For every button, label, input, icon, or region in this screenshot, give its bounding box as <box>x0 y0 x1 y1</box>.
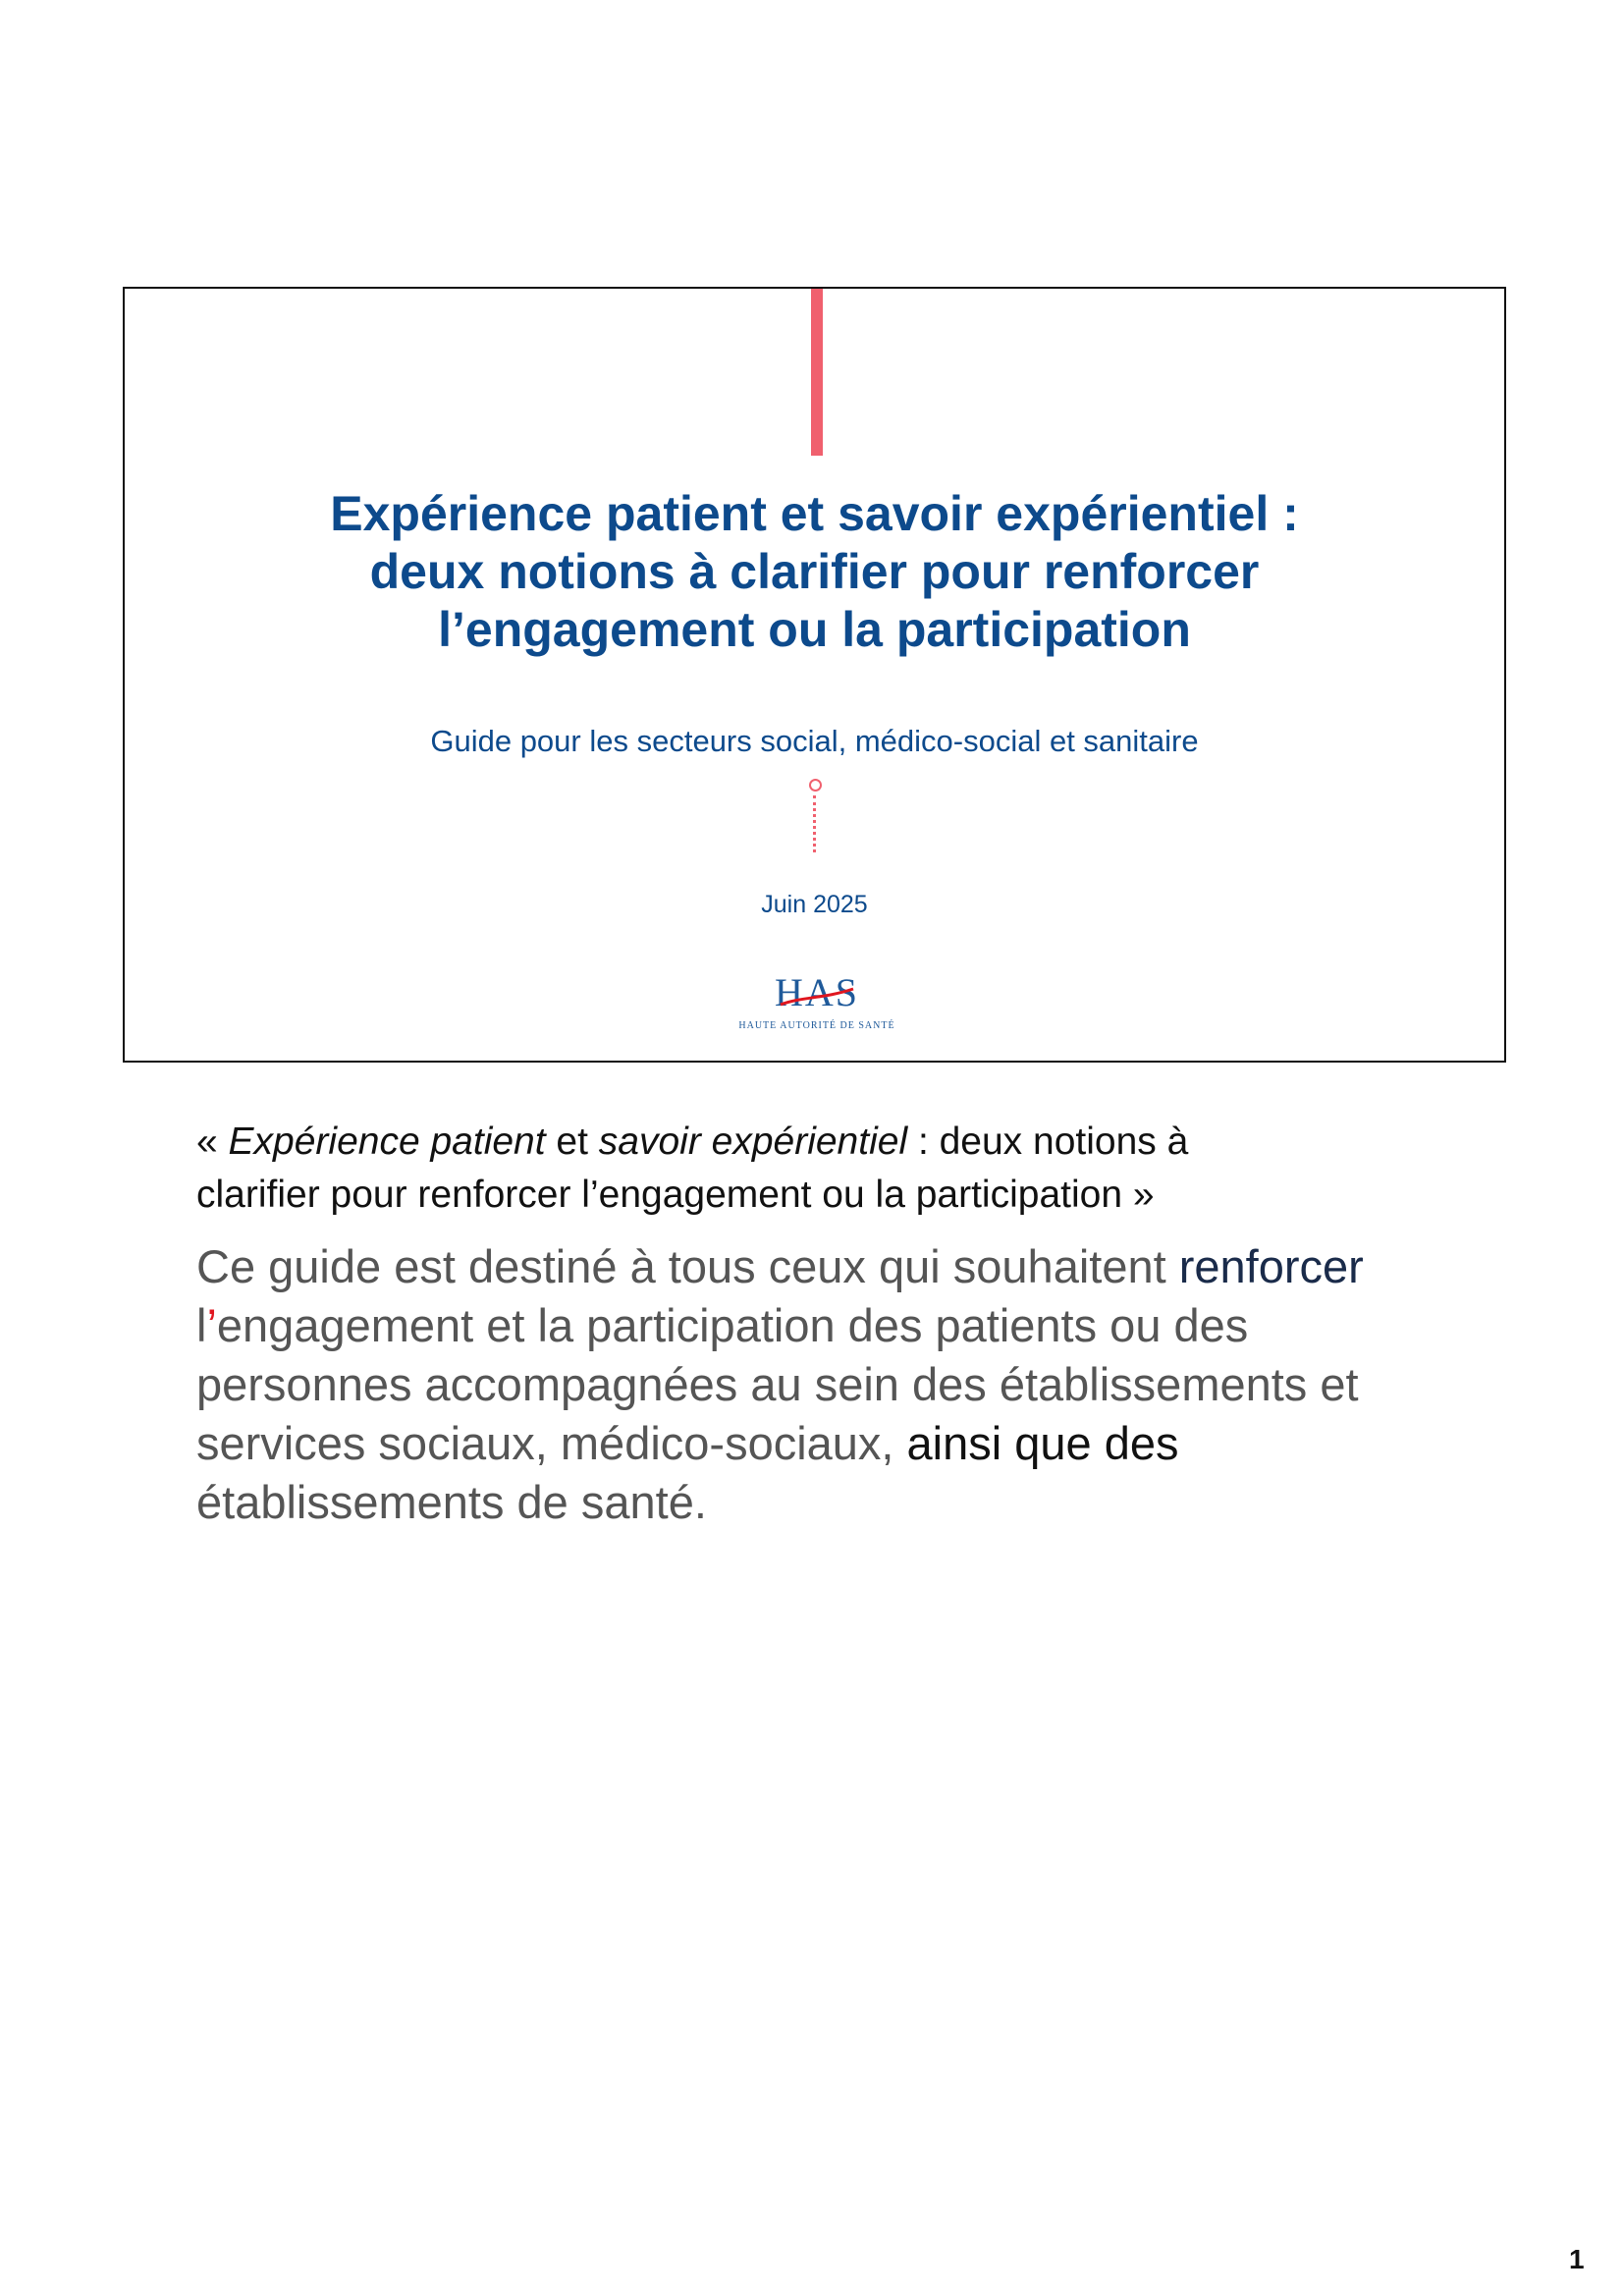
slide-date: Juin 2025 <box>761 891 868 918</box>
dotted-line-divider <box>813 795 816 852</box>
slide-subtitle: Guide pour les secteurs social, médico-social et sanitaire <box>430 724 1199 758</box>
has-logo <box>733 971 900 1040</box>
description-line <box>196 1296 1502 1355</box>
title-line: deux notions à clarifier pour renforcer <box>369 544 1260 599</box>
description-text: l <box>196 1299 207 1351</box>
page-number: 1 <box>1569 2244 1585 2274</box>
slide-title <box>125 485 1504 659</box>
quote-open: « <box>196 1121 229 1163</box>
quote-text: : deux notions à <box>907 1121 1189 1163</box>
description-text: ’ <box>206 1299 217 1351</box>
title-line: l’engagement ou la participation <box>438 602 1191 657</box>
description-line: établissements de santé. <box>196 1476 707 1528</box>
quote-term: savoir expérientiel <box>598 1121 908 1163</box>
logo-swoosh-icon <box>777 975 857 1014</box>
description-text: Ce guide est destiné à tous ceux qui souhaitent <box>196 1240 1179 1292</box>
description-text: ainsi que des <box>906 1417 1179 1469</box>
quote-line <box>196 1116 1473 1169</box>
logo-mark: HAS <box>774 970 860 1014</box>
document-title-quote <box>196 1116 1473 1222</box>
quote-term: Expérience patient <box>228 1121 546 1163</box>
guide-description <box>196 1237 1502 1532</box>
dot-ring-icon <box>809 779 822 792</box>
quote-line: clarifier pour renforcer l’engagement ou la participation » <box>196 1174 1155 1216</box>
description-line: personnes accompagnées au sein des établissements et <box>196 1358 1359 1410</box>
description-text: engagement et la participation des patients ou des <box>216 1299 1249 1351</box>
title-line: Expérience patient et savoir expérientiel : <box>330 486 1299 541</box>
description-line <box>196 1414 1502 1473</box>
logo-caption: HAUTE AUTORITÉ DE SANTÉ <box>738 1020 895 1031</box>
description-line <box>196 1237 1502 1296</box>
cover-slide <box>123 287 1506 1063</box>
accent-bar <box>811 289 823 456</box>
quote-text: et <box>545 1121 599 1163</box>
description-text: services sociaux, médico-sociaux, <box>196 1417 907 1469</box>
description-text: renforcer <box>1178 1240 1364 1292</box>
